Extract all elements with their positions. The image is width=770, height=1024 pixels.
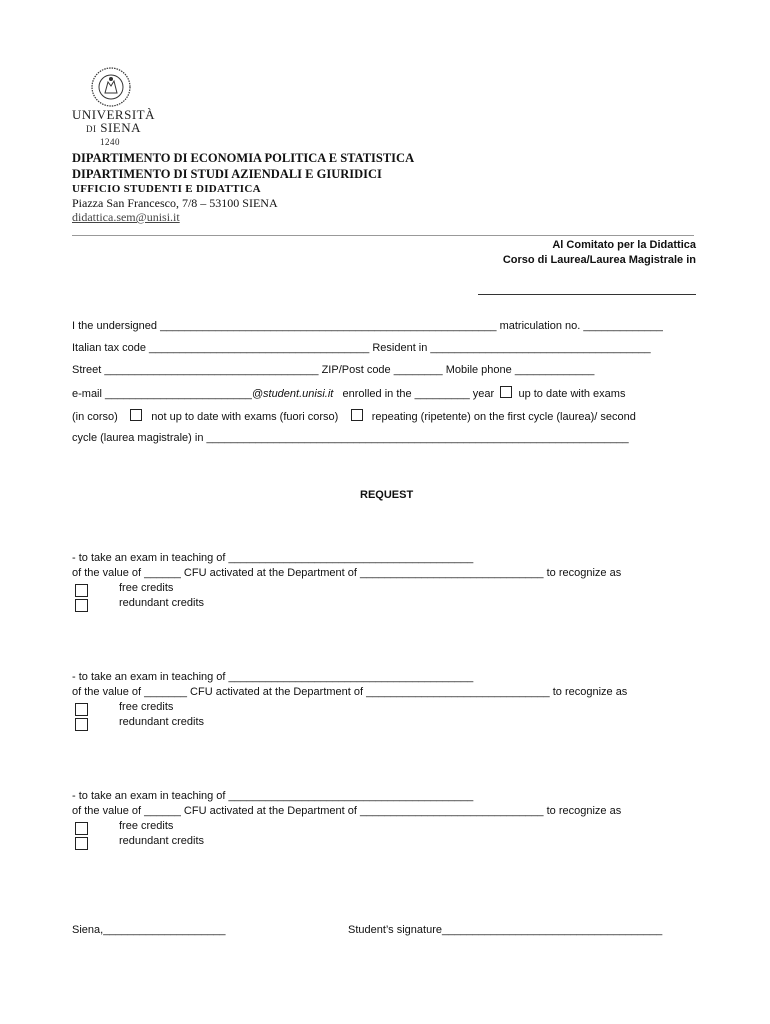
- department-name-1: DIPARTIMENTO DI ECONOMIA POLITICA E STATISTICA: [72, 151, 415, 165]
- request-2-value-line[interactable]: of the value of _______ CFU activated at the Department of ______________________________ to recognize as: [72, 686, 628, 698]
- request-3-free-credits-label: free credits: [119, 820, 174, 832]
- request-3-free-credits-checkbox[interactable]: [75, 822, 88, 835]
- university-name-line2: SIENA: [100, 120, 142, 135]
- request-3-teaching-line[interactable]: - to take an exam in teaching of ________________________________________: [72, 790, 474, 802]
- request-2-redundant-credits-label: redundant credits: [119, 716, 204, 728]
- request-2-redundant-credits-checkbox[interactable]: [75, 718, 88, 731]
- request-1-teaching-line[interactable]: - to take an exam in teaching of ________________________________________: [72, 552, 474, 564]
- repeating-label: repeating (ripetente) on the first cycle (laurea)/ second: [371, 411, 636, 423]
- university-name: [72, 108, 155, 149]
- addressee-line2: Corso di Laurea/Laurea Magistrale in: [502, 254, 696, 266]
- degree-course-field[interactable]: [478, 294, 696, 295]
- request-3-redundant-credits-label: redundant credits: [119, 835, 204, 847]
- request-1-redundant-credits-label: redundant credits: [119, 597, 204, 609]
- office-email-link[interactable]: didattica.sem@unisi.it: [72, 210, 180, 224]
- student-signature-field[interactable]: Student’s signature____________________________________: [348, 924, 663, 936]
- office-name: UFFICIO STUDENTI E DIDATTICA: [72, 183, 261, 195]
- street-line[interactable]: Street ___________________________________ ZIP/Post code ________ Mobile phone _____________: [72, 364, 595, 376]
- department-name-2: DIPARTIMENTO DI STUDI AZIENDALI E GIURIDICI: [72, 167, 382, 181]
- request-2-teaching-line[interactable]: - to take an exam in teaching of ________________________________________: [72, 671, 474, 683]
- email-domain: @student.unisi.it: [251, 388, 334, 400]
- university-founding-year: 1240: [100, 137, 120, 147]
- cycle-line[interactable]: cycle (laurea magistrale) in _____________________________________________________________________: [72, 432, 629, 444]
- enrolled-year-field[interactable]: enrolled in the _________ year: [342, 388, 495, 400]
- undersigned-line[interactable]: I the undersigned _______________________________________________________ matriculation no. _____________: [72, 320, 663, 332]
- header-divider: [72, 235, 694, 236]
- up-to-date-label: up to date with exams: [518, 388, 626, 400]
- addressee-line1: Al Comitato per la Didattica: [552, 239, 696, 251]
- university-seal-icon: [90, 66, 132, 108]
- place-date-field[interactable]: Siena,____________________: [72, 924, 226, 936]
- status-line: [72, 409, 636, 423]
- request-1-free-credits-label: free credits: [119, 582, 174, 594]
- request-1-free-credits-checkbox[interactable]: [75, 584, 88, 597]
- email-field[interactable]: e-mail ________________________: [72, 388, 252, 400]
- request-1-redundant-credits-checkbox[interactable]: [75, 599, 88, 612]
- office-address: Piazza San Francesco, 7/8 – 53100 SIENA: [72, 196, 278, 210]
- not-up-to-date-label: not up to date with exams (fuori corso): [151, 411, 339, 423]
- university-name-di: DI: [86, 124, 97, 134]
- university-name-line1: UNIVERSITÀ: [72, 107, 155, 122]
- request-3-value-line[interactable]: of the value of ______ CFU activated at the Department of ______________________________ to recognize as: [72, 805, 622, 817]
- request-title: REQUEST: [360, 489, 414, 501]
- request-2-free-credits-label: free credits: [119, 701, 174, 713]
- up-to-date-checkbox[interactable]: [500, 386, 512, 398]
- request-3-redundant-credits-checkbox[interactable]: [75, 837, 88, 850]
- not-up-to-date-checkbox[interactable]: [130, 409, 142, 421]
- in-corso-label: (in corso): [72, 411, 118, 423]
- repeating-checkbox[interactable]: [351, 409, 363, 421]
- email-line: [72, 386, 625, 400]
- request-1-value-line[interactable]: of the value of ______ CFU activated at the Department of ______________________________ to recognize as: [72, 567, 622, 579]
- request-2-free-credits-checkbox[interactable]: [75, 703, 88, 716]
- tax-code-line[interactable]: Italian tax code ____________________________________ Resident in ____________________________________: [72, 342, 651, 354]
